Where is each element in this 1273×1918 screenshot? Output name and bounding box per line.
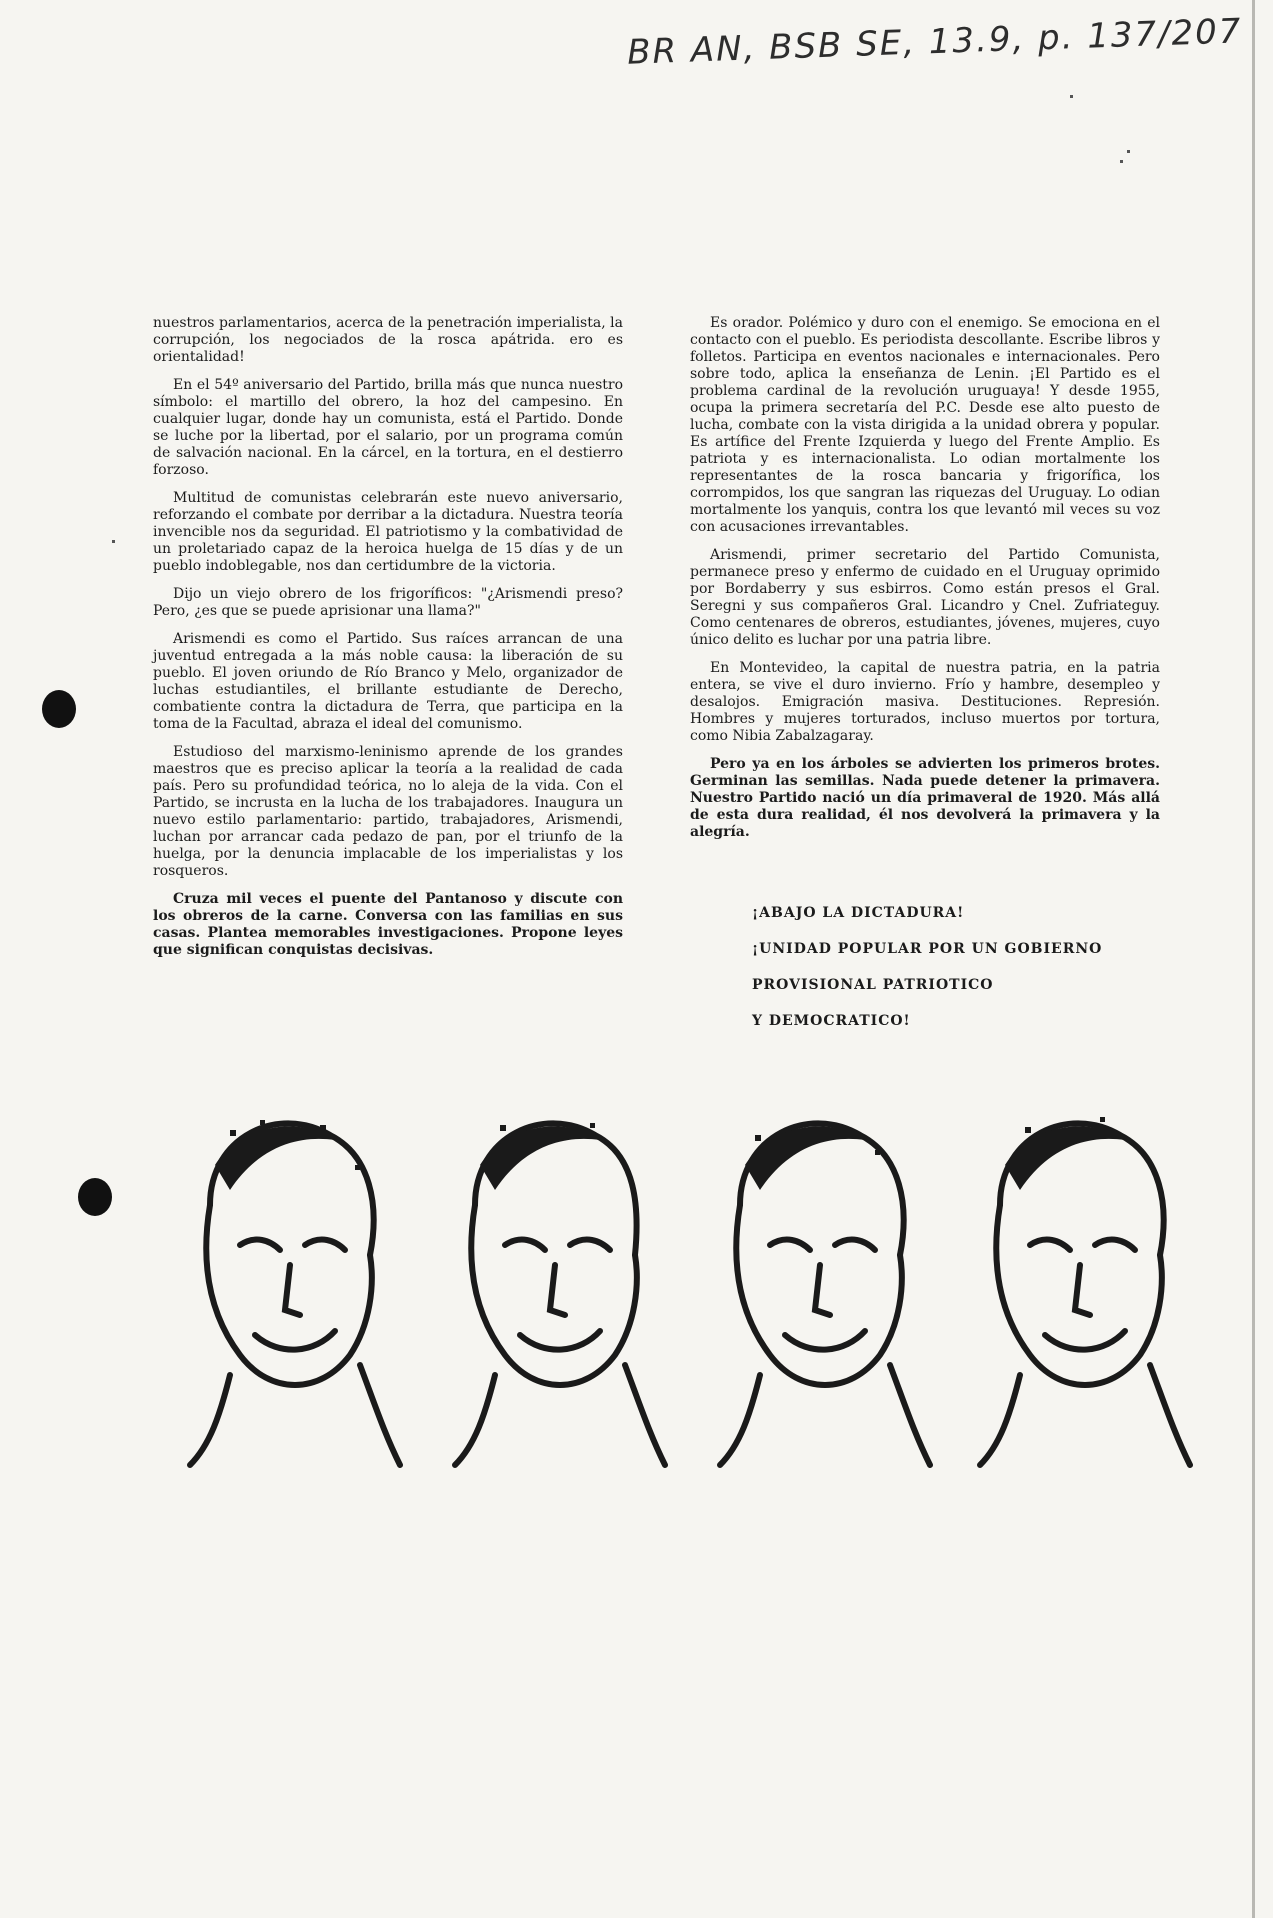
- slogan-1: ¡ABAJO LA DICTADURA!: [752, 905, 965, 921]
- left-paragraph-6: Estudioso del marxismo-leninismo aprende de los grandes maestros que es preciso aplicar la teoría a la realidad de cada país. Pero su profundidad teórica, no lo aleja de la vida. Con el Partido, se incrusta en la lucha de los trabajadores. Inaugura un nuevo estilo parlamentario: partido, trabajadores, Arismendi, luchan por arrancar cada pedazo de pan, por el triunfo de la huelga, por la denuncia implacable de los imperialistas y los rosqueros.: [153, 744, 623, 879]
- right-paragraph-2: Arismendi, primer secretario del Partido Comunista, permanece preso y enfermo de cuidado en el Uruguay oprimido por Bordaberry y sus esbirros. Como están presos el Gral. Seregni y sus compañeros Gral. Licandro y Cnel. Zufriateguy. Como centenares de obreros, estudiantes, jóvenes, mujeres, cuyo único delito es luchar por una patria libre.: [690, 547, 1160, 648]
- portrait-3: [700, 1095, 940, 1475]
- portrait-row: [170, 1095, 1210, 1475]
- scan-speck: [112, 540, 115, 543]
- portrait-drawing: [700, 1095, 940, 1475]
- right-paragraph-1: Es orador. Polémico y duro con el enemigo. Se emociona en el contacto con el pueblo. Es periodista descollante. Escribe libros y folletos. Participa en eventos nacionales e internacionales. Pero sobre todo, aplica la enseñanza de Lenin. ¡El Partido es el problema cardinal de la revolución uruguaya! Y desde 1955, ocupa la primera secretaría del P.C. Desde ese alto puesto de lucha, combate con la vista dirigida a la unidad obrera y popular. Es artífice del Frente Izquierda y luego del Frente Amplio. Es patriota y es internacionalista. Lo odian mortalmente los representantes de la rosca bancaria y frigorífica, los corrompidos, los que sangran las riquezas del Uruguay. Lo odian mortalmente los yanquis, contra los que levantó mil veces su voz con acusaciones irrevantables.: [690, 315, 1160, 535]
- left-text-column: [153, 315, 623, 970]
- slogan-3: PROVISIONAL PATRIOTICO: [752, 977, 994, 993]
- punch-hole-top: [42, 690, 76, 728]
- slogan-2: ¡UNIDAD POPULAR POR UN GOBIERNO: [752, 941, 1103, 957]
- portrait-1: [170, 1095, 410, 1475]
- slogans-block: [752, 905, 1212, 1049]
- right-text-column: [690, 315, 1160, 852]
- archive-reference: BR AN, BSB SE, 13.9, p. 137/207: [626, 11, 1244, 73]
- left-paragraph-7: Cruza mil veces el puente del Pantanoso y discute con los obreros de la carne. Conversa con las familias en sus casas. Plantea memorables investigaciones. Propone leyes que significan conquistas decisivas.: [153, 891, 623, 958]
- left-paragraph-4: Dijo un viejo obrero de los frigoríficos: "¿Arismendi preso? Pero, ¿es que se puede aprisionar una llama?": [153, 586, 623, 619]
- left-paragraph-1: nuestros parlamentarios, acerca de la penetración imperialista, la corrupción, los negociados de la rosca apátrida. ero es orientalidad!: [153, 315, 623, 365]
- slogan-4: Y DEMOCRATICO!: [752, 1013, 911, 1029]
- portrait-2: [430, 1095, 670, 1475]
- portrait-drawing: [430, 1095, 670, 1475]
- left-paragraph-3: Multitud de comunistas celebrarán este nuevo aniversario, reforzando el combate por derribar a la dictadura. Nuestra teoría invencible nos da seguridad. El patriotismo y la combatividad de un proletariado capaz de la heroica huelga de 15 días y de un pueblo indoblegable, nos dan certidumbre de la victoria.: [153, 490, 623, 574]
- punch-hole-bottom: [78, 1178, 112, 1216]
- scan-speck: [1127, 150, 1130, 153]
- scan-speck: [1070, 95, 1073, 98]
- right-paragraph-4: Pero ya en los árboles se advierten los primeros brotes. Germinan las semillas. Nada puede detener la primavera. Nuestro Partido nació un día primaveral de 1920. Más allá de esta dura realidad, él nos devolverá la primavera y la alegría.: [690, 756, 1160, 840]
- portrait-4: [960, 1095, 1200, 1475]
- portrait-drawing: [960, 1095, 1200, 1475]
- left-paragraph-5: Arismendi es como el Partido. Sus raíces arrancan de una juventud entregada a la más noble causa: la liberación de su pueblo. El joven oriundo de Río Branco y Melo, organizador de luchas estudiantiles, el brillante estudiante de Derecho, combatiente contra la dictadura de Terra, que participa en la toma de la Facultad, abraza el ideal del comunismo.: [153, 631, 623, 732]
- page-edge-shadow: [1252, 0, 1255, 1918]
- left-paragraph-2: En el 54º aniversario del Partido, brilla más que nunca nuestro símbolo: el martillo del obrero, la hoz del campesino. En cualquier lugar, donde hay un comunista, está el Partido. Donde se luche por la libertad, por el salario, por un programa común de salvación nacional. En la cárcel, en la tortura, en el destierro forzoso.: [153, 377, 623, 478]
- right-paragraph-3: En Montevideo, la capital de nuestra patria, en la patria entera, se vive el duro invierno. Frío y hambre, desempleo y desalojos. Emigración masiva. Destituciones. Represión. Hombres y mujeres torturados, incluso muertos por tortura, como Nibia Zabalzagaray.: [690, 660, 1160, 744]
- scan-speck: [1120, 160, 1123, 163]
- portrait-drawing: [170, 1095, 410, 1475]
